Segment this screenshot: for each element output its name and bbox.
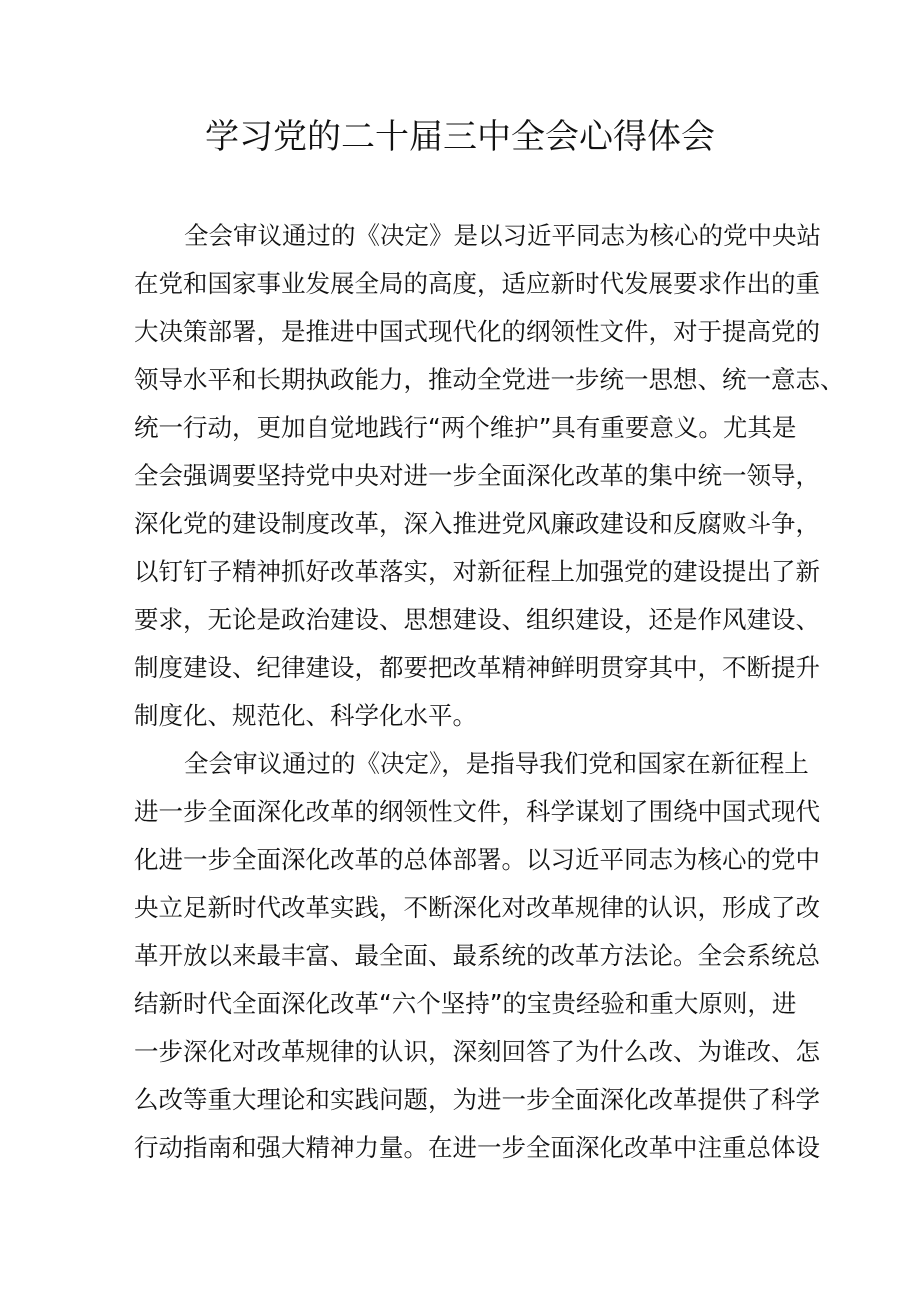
paragraph-2-line-6: 结新时代全面深化改革“六个坚持”的宝贵经验和重大原则，进 <box>134 989 797 1018</box>
paragraph-2-line-5: 革开放以来最丰富、最全面、最系统的改革方法论。全会系统总 <box>134 941 820 970</box>
paragraph-1-line-3: 大决策部署，是推进中国式现代化的纲领性文件，对于提高党的 <box>134 317 820 346</box>
paragraph-1-line-8: 以钉钉子精神抓好改革落实，对新征程上加强党的建设提出了新 <box>134 557 820 586</box>
document-title: 学习党的二十届三中全会心得体会 <box>205 117 715 157</box>
paragraph-1-line-6: 全会强调要坚持党中央对进一步全面深化改革的集中统一领导， <box>134 461 820 490</box>
paragraph-2-line-1: 全会审议通过的《决定》，是指导我们党和国家在新征程上 <box>184 749 809 778</box>
paragraph-2-line-3: 化进一步全面深化改革的总体部署。以习近平同志为核心的党中 <box>134 845 820 874</box>
paragraph-2-line-8: 么改等重大理论和实践问题，为进一步全面深化改革提供了科学 <box>134 1085 820 1114</box>
document-body <box>134 212 845 1172</box>
paragraph-1-line-2: 在党和国家事业发展全局的高度，适应新时代发展要求作出的重 <box>134 269 820 298</box>
paragraph-2-line-2: 进一步全面深化改革的纲领性文件，科学谋划了围绕中国式现代 <box>134 797 820 826</box>
paragraph-1-line-9: 要求，无论是政治建设、思想建设、组织建设，还是作风建设、 <box>134 605 820 634</box>
paragraph-2-line-4: 央立足新时代改革实践，不断深化对改革规律的认识，形成了改 <box>134 893 820 922</box>
paragraph-1-line-5: 统一行动，更加自觉地践行“两个维护”具有重要意义。尤其是 <box>134 413 797 442</box>
paragraph-2-line-9: 行动指南和强大精神力量。在进一步全面深化改革中注重总体设 <box>134 1133 820 1162</box>
paragraph-1-line-10: 制度建设、纪律建设，都要把改革精神鲜明贯穿其中，不断提升 <box>134 653 820 682</box>
paragraph-1-line-4: 领导水平和长期执政能力，推动全党进一步统一思想、统一意志、 <box>134 365 845 394</box>
paragraph-2-line-7: 一步深化对改革规律的认识，深刻回答了为什么改、为谁改、怎 <box>134 1037 820 1066</box>
paragraph-1-line-11: 制度化、规范化、科学化水平。 <box>134 701 477 730</box>
paragraph-1-line-1: 全会审议通过的《决定》是以习近平同志为核心的党中央站 <box>184 221 821 250</box>
paragraph-1-line-7: 深化党的建设制度改革，深入推进党风廉政建设和反腐败斗争， <box>134 509 820 538</box>
